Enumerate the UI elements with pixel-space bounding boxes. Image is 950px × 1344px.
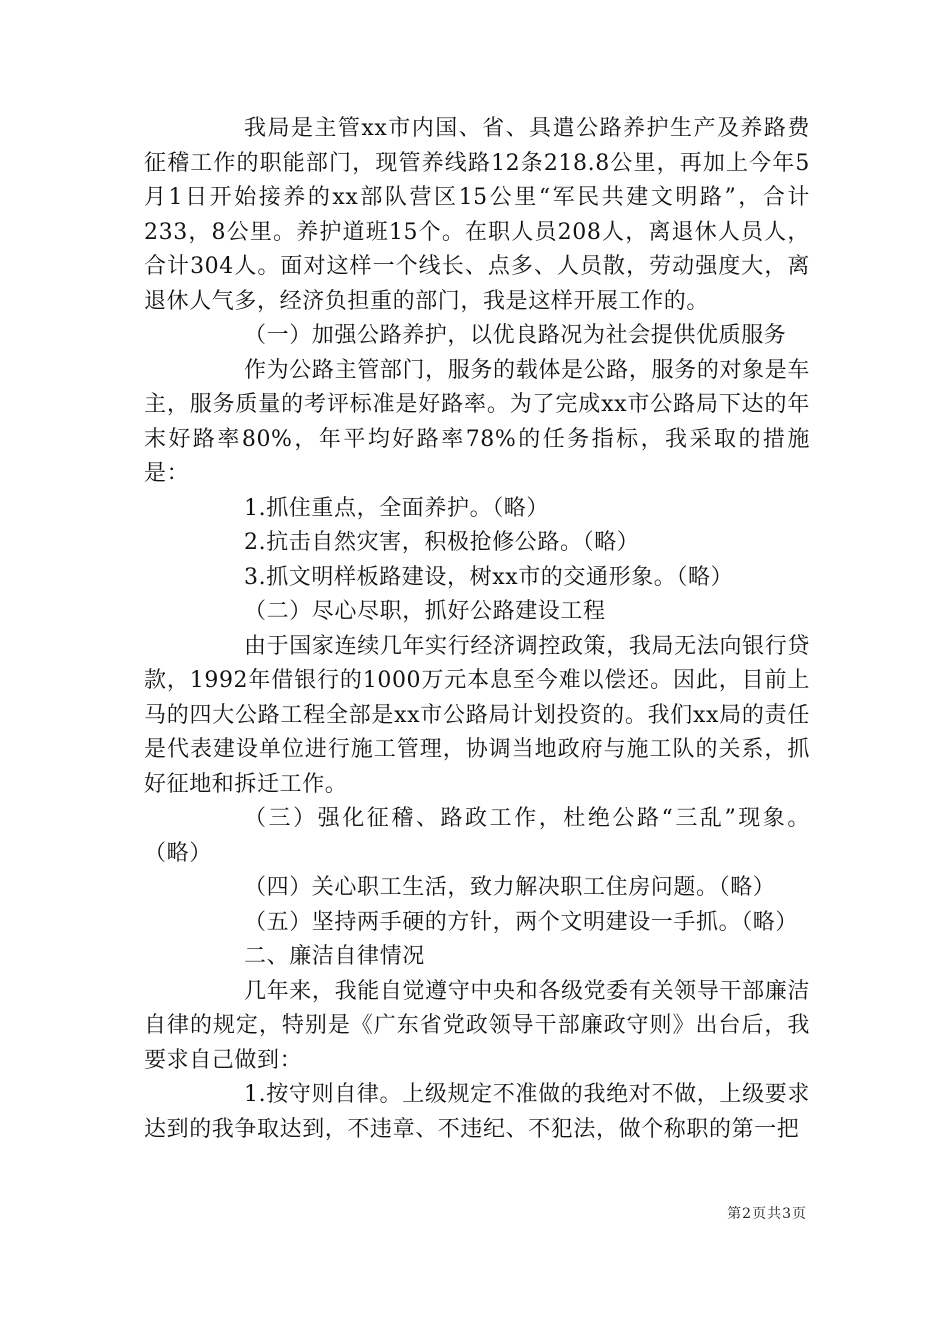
list-item-3: 3.抓文明样板路建设，树xx市的交通形象。（略）: [244, 564, 734, 590]
paragraph-construction: 由于国家连续几年实行经济调控政策，我局无法向银行贷款，1992年借银行的1000万元本息至今难以偿还。因此，目前上马的四大公路工程全部是xx市公路局计划投资的。我们xx局的责任是代表建设单位进行施工管理，协调当地政府与施工队的关系，抓好征地和拆迁工作。: [144, 633, 810, 797]
section-heading-2: （二）尽心尽职，抓好公路建设工程: [244, 599, 606, 624]
section-heading-3: （三）强化征稽、路政工作，杜绝公路“三乱”现象。（略）: [144, 806, 810, 866]
paragraph-integrity: 几年来，我能自觉遵守中央和各级党委有关领导干部廉洁自律的规定，特别是《广东省党政领导干部廉政守则》出台后，我要求自己做到：: [144, 978, 810, 1073]
paragraph-road-maintenance: 作为公路主管部门，服务的载体是公路，服务的对象是车主，服务质量的考评标准是好路率。为了完成xx市公路局下达的年末好路率80%，年平均好路率78%的任务指标，我采取的措施是：: [144, 357, 810, 486]
paragraph-intro: 我局是主管xx市内国、省、具遣公路养护生产及养路费征稽工作的职能部门，现管养线路12条218.8公里，再加上今年5月1日开始接养的xx部队营区15公里“军民共建文明路”，合计233，8公里。养护道班15个。在职人员208人，离退休人员人，合计304人。面对这样一个线长、点多、人员散，劳动强度大，离退休人气多，经济负担重的部门，我是这样开展工作的。: [144, 116, 810, 314]
section-heading-5: （五）坚持两手硬的方针，两个文明建设一手抓。（略）: [244, 909, 799, 935]
section-heading-4: （四）关心职工生活，致力解决职工住房问题。（略）: [244, 875, 776, 900]
integrity-item-1: 1.按守则自律。上级规定不准做的我绝对不做，上级要求达到的我争取达到，不违章、不违纪、不犯法，做个称职的第一把: [144, 1082, 810, 1142]
list-item-2: 2.抗击自然灾害，积极抢修公路。（略）: [244, 530, 640, 555]
section-heading-1: （一）加强公路养护，以优良路况为社会提供优质服务: [244, 323, 787, 348]
chapter-heading-integrity: 二、廉洁自律情况: [244, 944, 425, 969]
document-body: [144, 112, 810, 1147]
page-number: 第2页共3页: [727, 1206, 807, 1222]
list-item-1: 1.抓住重点，全面养护。（略）: [244, 495, 549, 521]
